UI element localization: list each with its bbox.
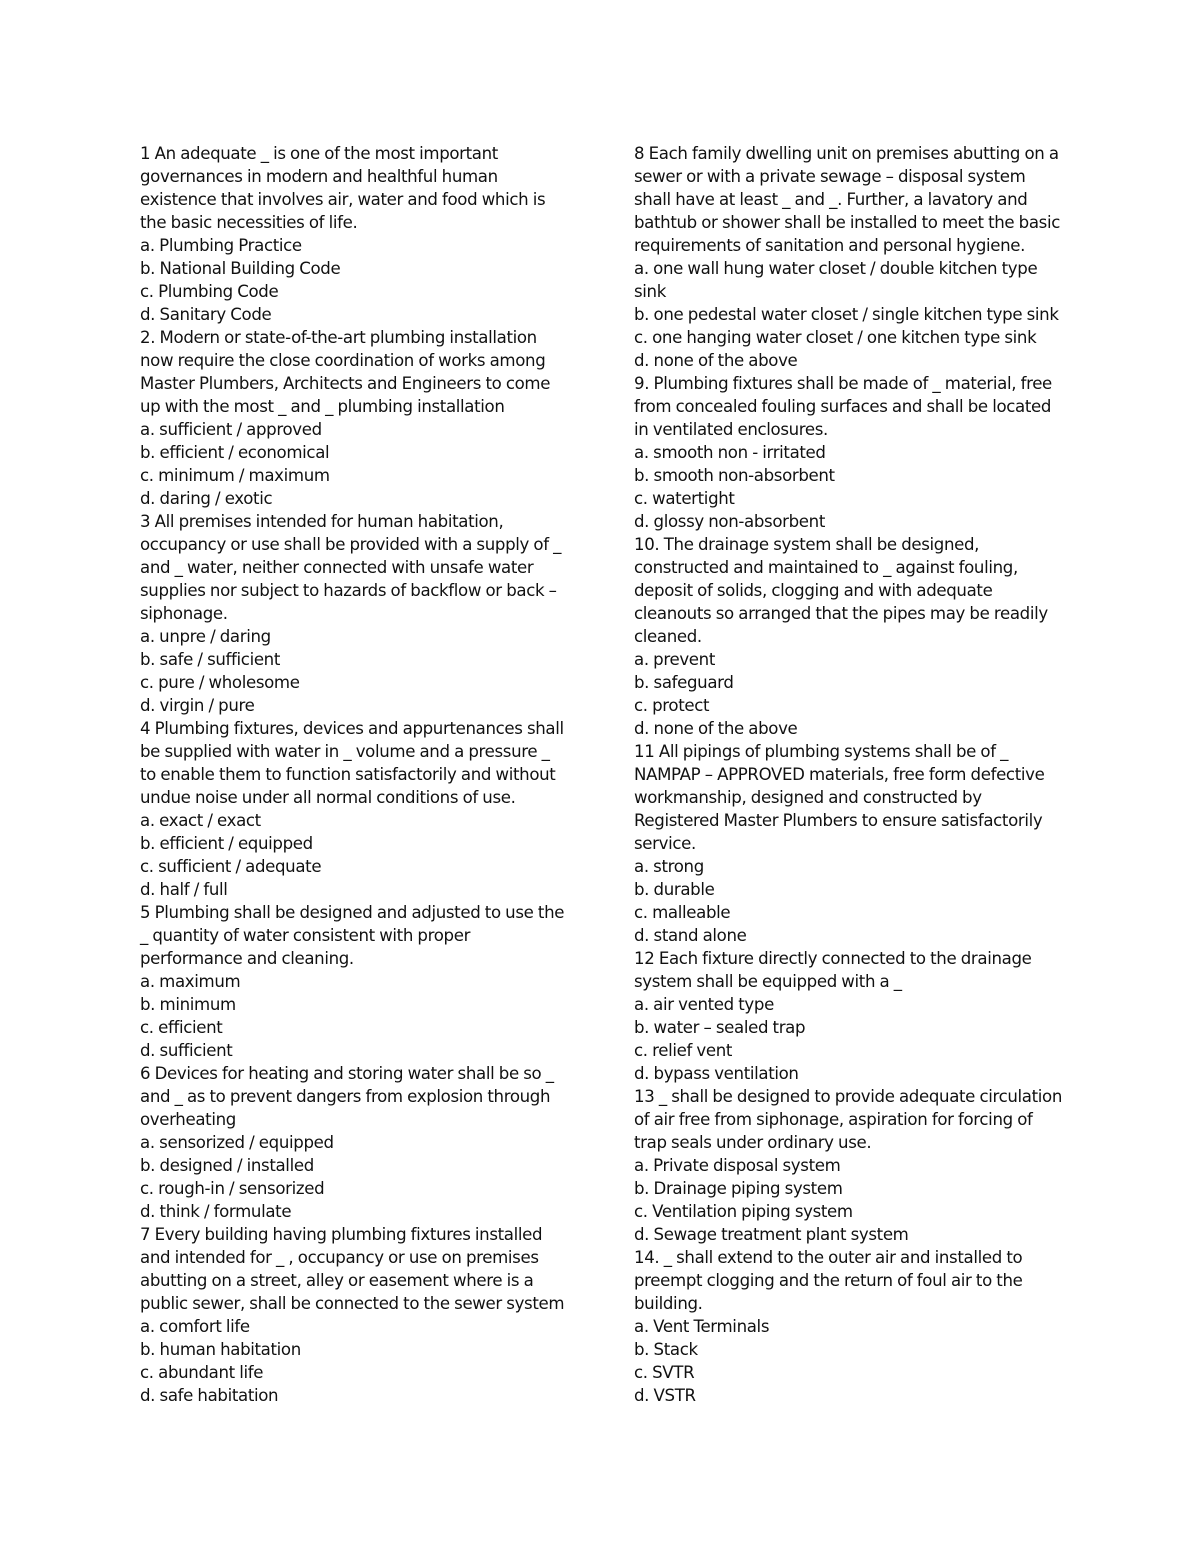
text-line: b. Stack [634,1340,698,1359]
text-line: 8 Each family dwelling unit on premises abutting on a [634,144,1059,163]
text-line: a. air vented type [634,995,774,1014]
text-line: 1 An adequate _ is one of the most important [140,144,498,163]
text-line: c. minimum / maximum [140,466,330,485]
text-line: bathtub or shower shall be installed to meet the basic [634,213,1061,232]
text-line: d. think / formulate [140,1202,292,1221]
text-line: c. SVTR [634,1363,695,1382]
text-line: c. abundant life [140,1363,264,1382]
text-line: to enable them to function satisfactorily and without [140,765,556,784]
text-line: siphonage. [140,604,228,623]
text-line: b. efficient / equipped [140,834,313,853]
text-line: up with the most _ and _ plumbing installation [140,397,505,416]
text-line: existence that involves air, water and food which is [140,190,546,209]
text-line: sewer or with a private sewage – disposal system [634,167,1026,186]
text-line: b. durable [634,880,715,899]
text-line: c. Ventilation piping system [634,1202,853,1221]
text-line: a. maximum [140,972,241,991]
text-line: abutting on a street, alley or easement where is a [140,1271,534,1290]
text-line: system shall be equipped with a _ [634,972,902,991]
text-line: deposit of solids, clogging and with adequate [634,581,993,600]
text-line: b. human habitation [140,1340,301,1359]
text-line: cleaned. [634,627,702,646]
text-line: from concealed fouling surfaces and shall be located [634,397,1052,416]
text-line: building. [634,1294,703,1313]
text-line: 12 Each fixture directly connected to the drainage [634,949,1032,968]
text-line: sink [634,282,666,301]
text-line: overheating [140,1110,236,1129]
text-line: d. stand alone [634,926,747,945]
text-line: c. Plumbing Code [140,282,279,301]
text-line: 13 _ shall be designed to provide adequate circulation [634,1087,1063,1106]
text-line: b. safe / sufficient [140,650,281,669]
text-line: c. protect [634,696,710,715]
text-line: _ quantity of water consistent with proper [140,926,471,945]
text-line: a. exact / exact [140,811,261,830]
text-line: b. minimum [140,995,236,1014]
text-line: and _ as to prevent dangers from explosion through [140,1087,551,1106]
text-line: 6 Devices for heating and storing water shall be so _ [140,1064,554,1083]
text-line: occupancy or use shall be provided with a supply of _ [140,535,562,554]
text-line: b. smooth non-absorbent [634,466,835,485]
text-line: 9. Plumbing fixtures shall be made of _ material, free [634,374,1052,393]
text-line: c. rough-in / sensorized [140,1179,325,1198]
left-column [140,142,570,1407]
text-line: and _ water, neither connected with unsafe water [140,558,534,577]
text-line: d. daring / exotic [140,489,273,508]
text-line: in ventilated enclosures. [634,420,828,439]
text-line: b. one pedestal water closet / single kitchen type sink [634,305,1059,324]
text-line: 3 All premises intended for human habitation, [140,512,504,531]
text-line: d. Sewage treatment plant system [634,1225,909,1244]
text-line: public sewer, shall be connected to the sewer system [140,1294,565,1313]
text-line: a. unpre / daring [140,627,271,646]
text-line: of air free from siphonage, aspiration for forcing of [634,1110,1033,1129]
text-line: shall have at least _ and _. Further, a lavatory and [634,190,1028,209]
text-line: a. Vent Terminals [634,1317,770,1336]
text-line: supplies nor subject to hazards of backflow or back – [140,581,557,600]
text-line: b. safeguard [634,673,734,692]
text-line: a. sufficient / approved [140,420,322,439]
text-line: c. watertight [634,489,735,508]
text-line: constructed and maintained to _ against fouling, [634,558,1018,577]
text-line: d. safe habitation [140,1386,279,1405]
text-line: be supplied with water in _ volume and a pressure _ [140,742,550,761]
text-line: a. Private disposal system [634,1156,841,1175]
text-line: c. pure / wholesome [140,673,300,692]
text-line: workmanship, designed and constructed by [634,788,982,807]
text-line: d. bypass ventilation [634,1064,799,1083]
text-line: service. [634,834,696,853]
text-line: c. efficient [140,1018,223,1037]
text-line: Master Plumbers, Architects and Engineers to come [140,374,551,393]
text-line: requirements of sanitation and personal hygiene. [634,236,1026,255]
text-line: 14. _ shall extend to the outer air and installed to [634,1248,1023,1267]
text-line: b. National Building Code [140,259,341,278]
text-line: b. designed / installed [140,1156,314,1175]
text-line: b. efficient / economical [140,443,330,462]
text-line: a. comfort life [140,1317,250,1336]
text-line: governances in modern and healthful human [140,167,498,186]
text-line: b. water – sealed trap [634,1018,806,1037]
text-line: 10. The drainage system shall be designed, [634,535,980,554]
text-line: c. one hanging water closet / one kitchen type sink [634,328,1037,347]
text-line: 5 Plumbing shall be designed and adjusted to use the [140,903,565,922]
text-line: 2. Modern or state-of-the-art plumbing installation [140,328,537,347]
text-line: Registered Master Plumbers to ensure satisfactorily [634,811,1043,830]
text-line: c. sufficient / adequate [140,857,322,876]
text-line: d. none of the above [634,351,798,370]
text-line: a. sensorized / equipped [140,1133,334,1152]
text-line: a. strong [634,857,704,876]
text-line: c. relief vent [634,1041,733,1060]
text-line: c. malleable [634,903,731,922]
text-line: d. sufficient [140,1041,233,1060]
text-line: cleanouts so arranged that the pipes may be readily [634,604,1048,623]
text-line: a. smooth non - irritated [634,443,826,462]
text-line: 11 All pipings of plumbing systems shall be of _ [634,742,1009,761]
text-line: d. glossy non-absorbent [634,512,825,531]
text-line: the basic necessities of life. [140,213,358,232]
text-line: preempt clogging and the return of foul air to the [634,1271,1023,1290]
text-line: a. prevent [634,650,715,669]
text-line: b. Drainage piping system [634,1179,843,1198]
text-line: d. Sanitary Code [140,305,272,324]
text-line: d. half / full [140,880,228,899]
text-line: d. virgin / pure [140,696,255,715]
text-line: undue noise under all normal conditions of use. [140,788,516,807]
right-column [634,142,1064,1407]
text-line: a. one wall hung water closet / double kitchen type [634,259,1038,278]
text-line: now require the close coordination of works among [140,351,546,370]
text-line: d. VSTR [634,1386,696,1405]
text-line: NAMPAP – APPROVED materials, free form defective [634,765,1045,784]
text-line: performance and cleaning. [140,949,354,968]
text-line: 7 Every building having plumbing fixtures installed [140,1225,543,1244]
text-line: d. none of the above [634,719,798,738]
text-line: trap seals under ordinary use. [634,1133,872,1152]
text-line: 4 Plumbing fixtures, devices and appurtenances shall [140,719,564,738]
text-line: and intended for _ , occupancy or use on premises [140,1248,539,1267]
text-line: a. Plumbing Practice [140,236,302,255]
